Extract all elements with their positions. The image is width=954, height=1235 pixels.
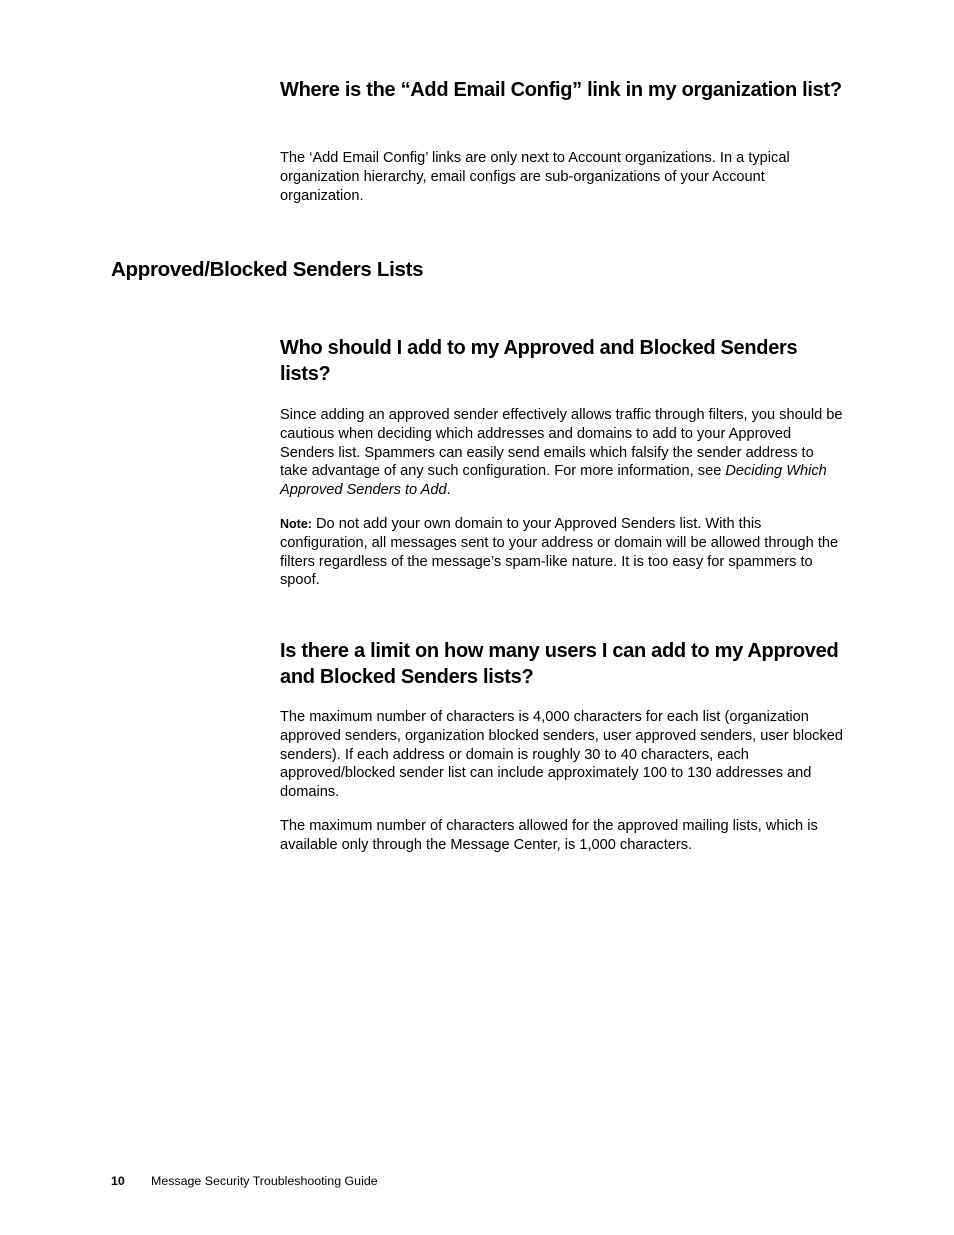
limit-paragraph-1: The maximum number of characters is 4,000 characters for each list (organization approved senders, organization blocked senders, user approved senders, user blocked senders). If each address or domain is roughly 30 to 40 characters, each approved/blocked sender list can include approximately 100 to 130 addresses and domains.: [280, 709, 844, 801]
who-to-add-heading: Who should I add to my Approved and Blocked Senders lists?: [280, 337, 798, 385]
note-label: Note:: [280, 517, 312, 531]
guide-title: Message Security Troubleshooting Guide: [151, 1174, 378, 1188]
who-to-add-paragraph: [280, 406, 845, 500]
who-to-add-text: Since adding an approved sender effectively allows traffic through filters, you should be cautious when deciding which addresses and domains to add to your Approved Senders list. Spammers can easily send emails which falsify the sender address to take advantage of any such configuration. For more information, see: [280, 407, 843, 480]
note-paragraph: [280, 515, 845, 590]
note-text: Do not add your own domain to your Approved Senders list. With this configuration, all messages sent to your address or domain will be allowed through the filters regardless of the message’s spam-like nature. It is too easy for spammers to spoof.: [280, 516, 839, 589]
page-footer: [111, 1174, 378, 1188]
page-number: 10: [111, 1174, 125, 1188]
limit-heading: Is there a limit on how many users I can add to my Approved and Blocked Senders lists?: [280, 640, 839, 688]
section-title: Approved/Blocked Senders Lists: [111, 258, 424, 281]
limit-paragraph-2: The maximum number of characters allowed for the approved mailing lists, which is available only through the Message Center, is 1,000 characters.: [280, 818, 818, 853]
who-to-add-end: .: [446, 482, 451, 499]
add-email-config-heading: Where is the “Add Email Config” link in my organization list?: [280, 79, 842, 101]
cross-reference-link[interactable]: Deciding Which Approved Senders to Add: [280, 463, 827, 499]
add-email-config-paragraph: The ‘Add Email Config’ links are only next to Account organizations. In a typical organization hierarchy, email configs are sub-organizations of your Account organization.: [280, 150, 790, 204]
